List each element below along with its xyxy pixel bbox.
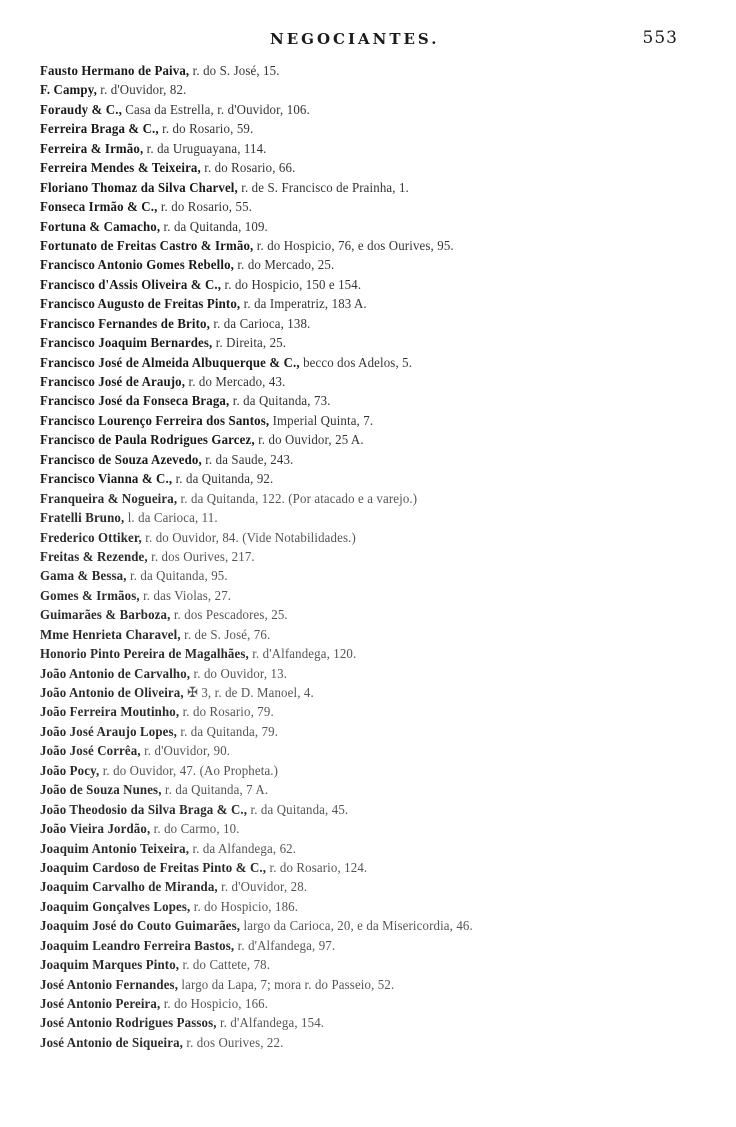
list-item bbox=[40, 859, 647, 878]
merchant-name: Francisco d'Assis Oliveira & C., bbox=[40, 277, 222, 293]
merchant-address: r. do Hospicio, 150 e 154. bbox=[221, 277, 362, 293]
merchant-name: Frederico Ottiker, bbox=[40, 530, 142, 546]
merchant-address: l. da Carioca, 11. bbox=[124, 511, 218, 527]
merchant-name: Fonseca Irmão & C., bbox=[40, 200, 158, 216]
list-item bbox=[40, 840, 647, 859]
merchant-name: Ferreira Mendes & Teixeira, bbox=[40, 161, 201, 177]
merchant-address: r. da Quitanda, 79. bbox=[176, 724, 279, 740]
merchant-name: João Theodosio da Silva Braga & C., bbox=[40, 802, 248, 818]
merchant-address: r. de S. Francisco de Prainha, 1. bbox=[237, 180, 409, 196]
merchant-name: Gama & Bessa, bbox=[40, 569, 127, 585]
merchant-name: Mme Henrieta Charavel, bbox=[40, 627, 181, 643]
list-item bbox=[40, 742, 647, 761]
list-item bbox=[40, 509, 647, 528]
merchant-address: r. dos Ourives, 217. bbox=[147, 549, 255, 565]
merchant-name: Francisco de Souza Azevedo, bbox=[40, 452, 202, 468]
merchant-name: Francisco Fernandes de Brito, bbox=[40, 316, 210, 332]
list-item bbox=[40, 354, 647, 373]
merchant-name: Franqueira & Nogueira, bbox=[40, 491, 178, 507]
list-item bbox=[40, 665, 647, 684]
merchant-name: Joaquim Leandro Ferreira Bastos, bbox=[40, 938, 235, 954]
merchant-name: Francisco Lourenço Ferreira dos Santos, bbox=[40, 413, 270, 429]
merchant-name: Joaquim Cardoso de Freitas Pinto & C., bbox=[40, 860, 267, 876]
merchant-name: Francisco Augusto de Freitas Pinto, bbox=[40, 297, 241, 313]
merchant-address: r. da Quitanda, 45. bbox=[247, 802, 349, 818]
merchant-name: F. Campy, bbox=[40, 83, 97, 99]
list-item bbox=[40, 587, 647, 606]
merchant-address: r. do S. José, 15. bbox=[189, 64, 280, 79]
merchant-address: r. d'Ouvidor, 82. bbox=[96, 83, 187, 99]
merchant-name: Ferreira Braga & C., bbox=[40, 122, 159, 138]
merchant-address: r. da Quitanda, 122. (Por atacado e a varejo.) bbox=[177, 491, 418, 507]
merchant-name: João José Corrêa, bbox=[40, 744, 141, 760]
list-item bbox=[40, 218, 647, 237]
merchant-name: Fortunato de Freitas Castro & Irmão, bbox=[40, 238, 254, 254]
merchant-name: Francisco Joaquim Bernardes, bbox=[40, 336, 213, 352]
list-item bbox=[40, 392, 647, 411]
merchant-address: becco dos Adelos, 5. bbox=[299, 355, 413, 371]
merchant-address: r. de S. José, 76. bbox=[180, 627, 271, 643]
list-item bbox=[40, 703, 647, 722]
list-item bbox=[40, 917, 647, 936]
list-item bbox=[40, 81, 647, 100]
merchant-address: r. da Quitanda, 92. bbox=[172, 472, 274, 488]
merchant-address: r. Direita, 25. bbox=[212, 336, 287, 352]
merchant-address: r. da Quitanda, 7 A. bbox=[161, 783, 269, 799]
list-item bbox=[40, 995, 647, 1014]
merchant-name: Guimarães & Barboza, bbox=[40, 608, 171, 624]
list-item bbox=[40, 198, 647, 217]
list-item bbox=[40, 373, 647, 392]
merchant-name: João de Souza Nunes, bbox=[40, 783, 162, 799]
merchant-address: r. da Quitanda, 109. bbox=[160, 219, 268, 235]
list-item bbox=[40, 159, 647, 178]
merchant-name: Francisco Vianna & C., bbox=[40, 472, 173, 488]
merchant-address: r. do Mercado, 43. bbox=[185, 375, 286, 390]
list-item bbox=[40, 548, 647, 567]
merchant-address: r. d'Ouvidor, 28. bbox=[217, 880, 308, 896]
merchant-address: largo da Carioca, 20, e da Misericordia, 46. bbox=[240, 919, 473, 935]
list-item bbox=[40, 179, 647, 198]
list-item bbox=[40, 956, 647, 975]
list-item bbox=[40, 431, 647, 450]
merchant-name: Ferreira & Irmão, bbox=[40, 141, 144, 157]
list-item bbox=[40, 878, 647, 897]
merchant-address: r. do Rosario, 59. bbox=[158, 122, 254, 138]
merchant-address: r. do Hospicio, 76, e dos Ourives, 95. bbox=[253, 238, 454, 254]
merchant-address: r. d'Alfandega, 97. bbox=[234, 938, 336, 954]
merchant-name: Fortuna & Camacho, bbox=[40, 219, 161, 235]
merchant-name: João Vieira Jordão, bbox=[40, 822, 151, 838]
merchant-address: r. da Quitanda, 73. bbox=[229, 394, 331, 410]
merchant-address: r. d'Alfandega, 120. bbox=[248, 647, 357, 663]
list-item bbox=[40, 801, 647, 820]
list-item bbox=[40, 820, 647, 839]
merchant-name: José Antonio Fernandes, bbox=[40, 977, 179, 993]
list-item bbox=[40, 237, 647, 256]
merchant-name: José Antonio Rodrigues Passos, bbox=[40, 1016, 217, 1032]
list-item bbox=[40, 62, 647, 81]
merchant-address: r. das Violas, 27. bbox=[139, 588, 232, 604]
list-item bbox=[40, 101, 647, 120]
merchant-name: José Antonio de Siqueira, bbox=[40, 1035, 184, 1051]
list-item bbox=[40, 781, 647, 800]
merchant-address: Imperial Quinta, 7. bbox=[269, 413, 374, 429]
list-item bbox=[40, 470, 647, 489]
list-item bbox=[40, 723, 647, 742]
list-item bbox=[40, 762, 647, 781]
list-item bbox=[40, 684, 647, 703]
merchant-address: r. dos Ourives, 22. bbox=[183, 1035, 284, 1051]
list-item bbox=[40, 567, 647, 586]
merchant-name: Francisco José de Almeida Albuquerque & C., bbox=[40, 355, 300, 371]
list-item bbox=[40, 1034, 647, 1053]
merchant-address: r. do Hospicio, 166. bbox=[160, 997, 269, 1012]
merchant-name: Foraudy & C., bbox=[40, 102, 122, 118]
list-item bbox=[40, 1014, 647, 1033]
merchant-name: Fratelli Bruno, bbox=[40, 511, 125, 527]
merchant-name: Freitas & Rezende, bbox=[40, 549, 148, 565]
list-item bbox=[40, 412, 647, 431]
list-item bbox=[40, 334, 647, 353]
merchant-address: ✠ 3, r. de D. Manoel, 4. bbox=[183, 686, 314, 701]
merchant-name: Fausto Hermano de Paiva, bbox=[40, 64, 190, 79]
merchant-address: r. d'Ouvidor, 90. bbox=[140, 744, 231, 760]
page-number: 553 bbox=[642, 28, 678, 48]
merchant-name: João Antonio de Oliveira, bbox=[40, 686, 184, 701]
merchant-address: r. do Mercado, 25. bbox=[234, 258, 335, 274]
merchant-name: Joaquim José do Couto Guimarães, bbox=[40, 919, 241, 935]
merchant-address: r. da Uruguayana, 114. bbox=[143, 141, 267, 157]
merchant-address: r. do Rosario, 124. bbox=[266, 860, 368, 876]
list-item bbox=[40, 295, 647, 314]
merchant-name: João Antonio de Carvalho, bbox=[40, 666, 191, 682]
merchant-address: r. d'Alfandega, 154. bbox=[216, 1016, 325, 1032]
list-item bbox=[40, 937, 647, 956]
merchant-name: Joaquim Carvalho de Miranda, bbox=[40, 880, 218, 896]
merchant-name: Joaquim Marques Pinto, bbox=[40, 958, 180, 974]
merchant-address: r. da Imperatriz, 183 A. bbox=[240, 297, 367, 313]
list-item bbox=[40, 276, 647, 295]
merchant-address: r. do Ouvidor, 13. bbox=[190, 666, 288, 682]
merchant-address: r. do Ouvidor, 84. (Vide Notabilidades.) bbox=[141, 530, 356, 546]
page-header bbox=[0, 28, 736, 52]
merchant-name: Floriano Thomaz da Silva Charvel, bbox=[40, 180, 238, 196]
merchant-name: João Ferreira Moutinho, bbox=[40, 705, 180, 721]
merchant-address: Casa da Estrella, r. d'Ouvidor, 106. bbox=[121, 102, 310, 118]
merchant-name: João Pocy, bbox=[40, 763, 100, 779]
merchant-name: Gomes & Irmãos, bbox=[40, 588, 140, 604]
list-item bbox=[40, 529, 647, 548]
list-item bbox=[40, 140, 647, 159]
merchant-address: r. da Alfandega, 62. bbox=[189, 841, 297, 857]
merchant-address: r. da Saude, 243. bbox=[201, 452, 294, 468]
list-item bbox=[40, 898, 647, 917]
list-item bbox=[40, 256, 647, 275]
merchant-name: Joaquim Antonio Teixeira, bbox=[40, 841, 190, 857]
merchant-address: r. do Rosario, 55. bbox=[157, 200, 253, 216]
merchant-name: Francisco José de Araujo, bbox=[40, 375, 186, 390]
merchant-address: r. do Rosario, 66. bbox=[200, 161, 296, 177]
merchant-address: r. do Carmo, 10. bbox=[150, 822, 240, 838]
list-item bbox=[40, 626, 647, 645]
merchant-address: r. do Ouvidor, 47. (Ao Propheta.) bbox=[99, 763, 279, 779]
list-item bbox=[40, 490, 647, 509]
merchant-name: Francisco Antonio Gomes Rebello, bbox=[40, 258, 235, 274]
merchant-name: Joaquim Gonçalves Lopes, bbox=[40, 899, 191, 915]
merchant-address: r. da Carioca, 138. bbox=[209, 316, 311, 332]
merchant-name: Honorio Pinto Pereira de Magalhães, bbox=[40, 647, 249, 663]
merchant-address: r. do Rosario, 79. bbox=[179, 705, 274, 721]
merchant-address: largo da Lapa, 7; mora r. do Passeio, 52. bbox=[178, 977, 395, 993]
merchant-address: r. do Cattete, 78. bbox=[179, 958, 271, 974]
list-item bbox=[40, 451, 647, 470]
merchant-address: r. do Hospicio, 186. bbox=[190, 899, 299, 915]
merchant-list bbox=[40, 62, 700, 1053]
merchant-address: r. dos Pescadores, 25. bbox=[170, 608, 288, 624]
merchant-name: Francisco José da Fonseca Braga, bbox=[40, 394, 230, 410]
running-title: NEGOCIANTES. bbox=[270, 30, 440, 48]
merchant-address: r. da Quitanda, 95. bbox=[126, 569, 228, 585]
merchant-name: José Antonio Pereira, bbox=[40, 997, 161, 1012]
list-item bbox=[40, 976, 647, 995]
merchant-name: Francisco de Paula Rodrigues Garcez, bbox=[40, 433, 255, 449]
list-item bbox=[40, 606, 647, 625]
merchant-address: r. do Ouvidor, 25 A. bbox=[254, 433, 364, 449]
merchant-name: João José Araujo Lopes, bbox=[40, 724, 177, 740]
list-item bbox=[40, 120, 647, 139]
list-item bbox=[40, 645, 647, 664]
list-item bbox=[40, 315, 647, 334]
